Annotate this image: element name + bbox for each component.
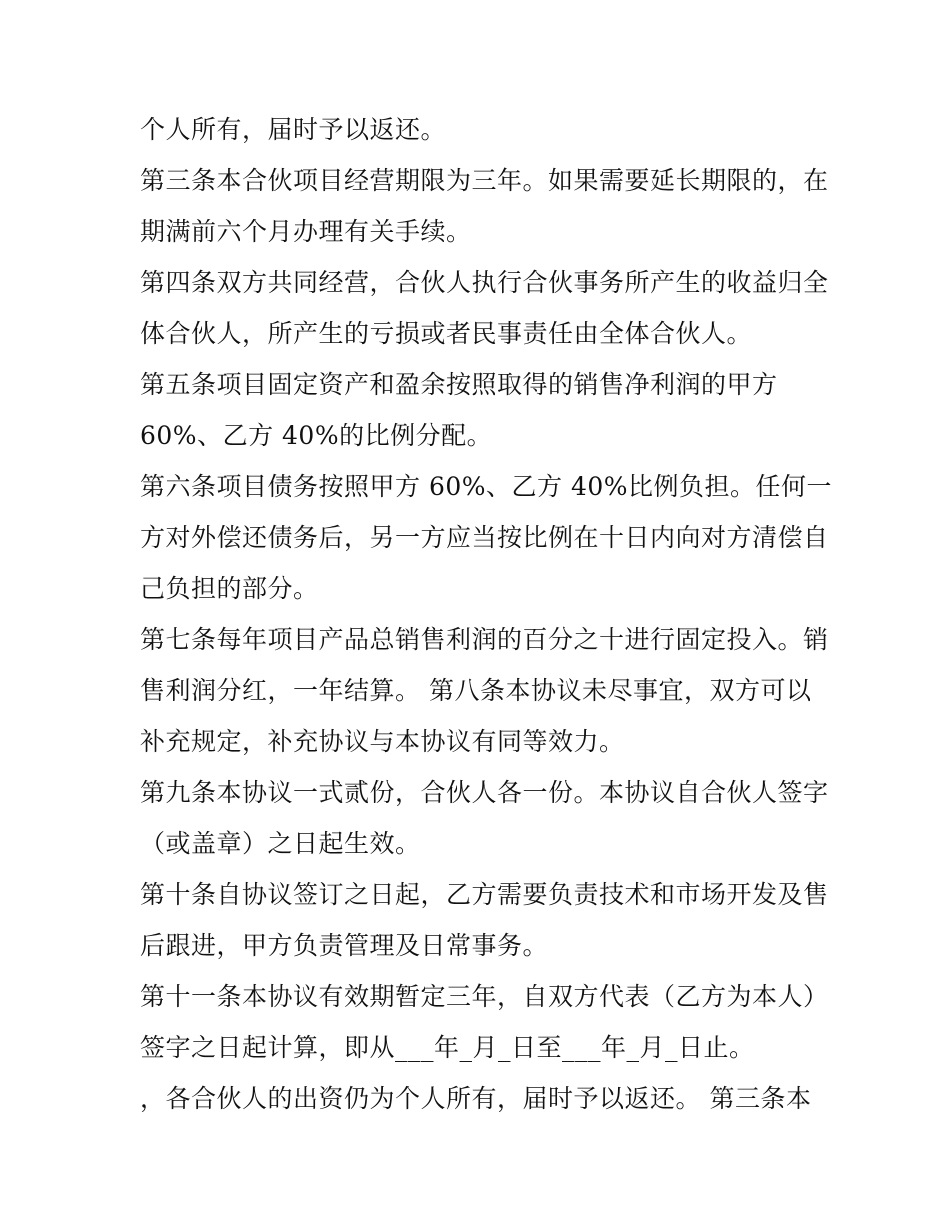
text-line: 第十条自协议签订之日起，乙方需要负责技术和市场开发及售 <box>140 880 829 909</box>
text-line: 第四条双方共同经营，合伙人执行合伙事务所产生的收益归全 <box>140 268 829 297</box>
text-line: 己负担的部分。 <box>140 574 319 603</box>
text-line: 60%、乙方 40%的比例分配。 <box>140 421 493 450</box>
text-line: 后跟进，甲方负责管理及日常事务。 <box>140 931 549 960</box>
text-line: 售利润分红，一年结算。 第八条本协议未尽事宜，双方可以 <box>140 676 812 705</box>
text-line: 补充规定，补充协议与本协议有同等效力。 <box>140 727 625 756</box>
text-line: 期满前六个月办理有关手续。 <box>140 217 472 246</box>
text-line: 方对外偿还债务后，另一方应当按比例在十日内向对方清偿自 <box>140 523 829 552</box>
text-line: 第七条每年项目产品总销售利润的百分之十进行固定投入。销 <box>140 625 829 654</box>
text-line: 第六条项目债务按照甲方 60%、乙方 40%比例负担。任何一 <box>140 472 833 501</box>
text-line: 签字之日起计算，即从___年_月_日至___年_月_日止。 <box>140 1033 755 1062</box>
text-line: （或盖章）之日起生效。 <box>140 829 421 858</box>
text-line: 第五条项目固定资产和盈余按照取得的销售净利润的甲方 <box>140 370 778 399</box>
text-line: 第三条本合伙项目经营期限为三年。如果需要延长期限的，在 <box>140 166 829 195</box>
document-body <box>140 104 833 1124</box>
text-line: 第九条本协议一式贰份，合伙人各一份。本协议自合伙人签字 <box>140 778 829 807</box>
text-line: 第十一条本协议有效期暂定三年，自双方代表（乙方为本人） <box>140 982 829 1011</box>
text-line: ，各合伙人的出资仍为个人所有，届时予以返还。 第三条本 <box>140 1084 812 1113</box>
text-line: 体合伙人，所产生的亏损或者民事责任由全体合伙人。 <box>140 319 753 348</box>
text-line: 个人所有，届时予以返还。 <box>140 115 447 144</box>
